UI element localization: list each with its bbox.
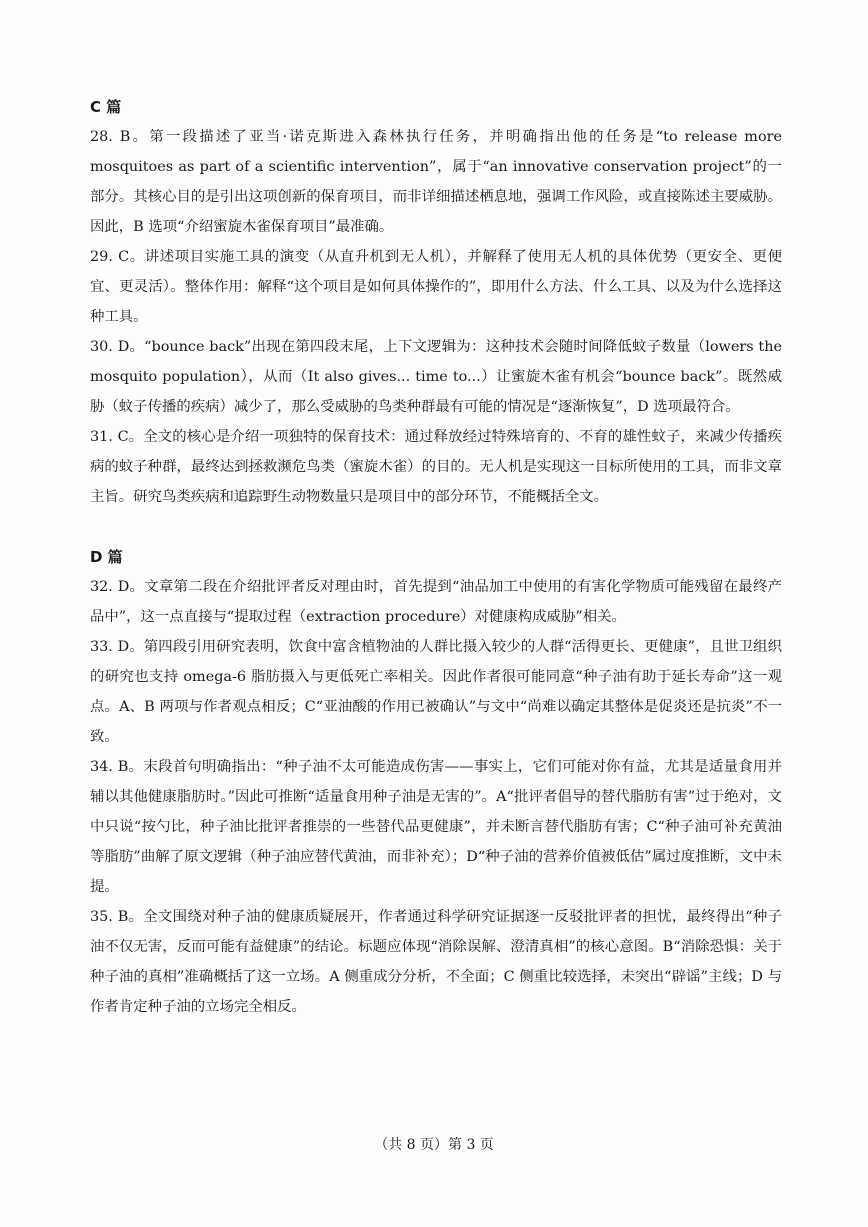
answer-31: 31. C。全文的核心是介绍一项独特的保育技术：通过释放经过特殊培育的、不育的雄性蚊子，来减少传播疾病的蚊子种群，最终达到拯救濒危鸟类（蜜旋木雀）的目的。无人机是实现这一目标所使用的工具，而非文章主旨。研究鸟类疾病和追踪野生动物数量只是项目中的部分环节，不能概括全文。 [90,429,782,505]
answer-sheet [90,92,782,1022]
answer-35: 35. B。全文围绕对种子油的健康质疑展开，作者通过科学研究证据逐一反驳批评者的担忧，最终得出“种子油不仅无害，反而可能有益健康”的结论。标题应体现“消除误解、澄清真相”的核心意图。B“消除恐惧：关于种子油的真相”准确概括了这一立场。A 侧重成分分析，不全面；C 侧重比较选择，未突出“辟谣”主线；D 与作者肯定种子油的立场完全相反。 [90,909,782,1015]
page-footer: （共 8 页）第 3 页 [374,1137,494,1153]
answer-29: 29. C。讲述项目实施工具的演变（从直升机到无人机），并解释了使用无人机的具体优势（更安全、更便宜、更灵活）。整体作用：解释“这个项目是如何具体操作的”，即用什么方法、什么工具、以及为什么选择这种工具。 [90,249,782,325]
section-d-title: D 篇 [90,548,123,566]
answer-34: 34. B。末段首句明确指出：“种子油不太可能造成伤害——事实上，它们可能对你有益，尤其是适量食用并辅以其他健康脂肪时。”因此可推断“适量食用种子油是无害的”。A“批评者倡导的替代脂肪有害”过于绝对，文中只说“按勺比，种子油比批评者推崇的一些替代品更健康”，并未断言替代脂肪有害；C“种子油可补充黄油等脂肪”曲解了原文逻辑（种子油应替代黄油，而非补充）；D“种子油的营养价值被低估”属过度推断，文中未提。 [90,759,782,895]
section-gap [90,512,782,542]
answer-32: 32. D。文章第二段在介绍批评者反对理由时，首先提到“油品加工中使用的有害化学物质可能残留在最终产品中”，这一点直接与“提取过程（extraction procedure）对健康构成威胁”相关。 [90,579,782,625]
answer-33: 33. D。第四段引用研究表明，饮食中富含植物油的人群比摄入较少的人群“活得更长、更健康”，且世卫组织的研究也支持 omega-6 脂肪摄入与更低死亡率相关。因此作者很可能同意“种子油有助于延长寿命”这一观点。A、B 两项与作者观点相反；C“亚油酸的作用已被确认”与文中“尚难以确定其整体是促炎还是抗炎”不一致。 [90,639,782,745]
answer-28: 28. B。第一段描述了亚当·诺克斯进入森林执行任务，并明确指出他的任务是“to release more mosquitoes as part of a scientific intervention”，属于“an innovative conservation project”的一部分。其核心目的是引出这项创新的保育项目，而非详细描述栖息地，强调工作风险，或直接陈述主要威胁。因此，B 选项“介绍蜜旋木雀保育项目”最准确。 [90,129,782,235]
answer-30: 30. D。“bounce back”出现在第四段末尾，上下文逻辑为：这种技术会随时间降低蚊子数量（lowers the mosquito population），从而（It also gives... time to...）让蜜旋木雀有机会“bounce back”。既然威胁（蚊子传播的疾病）减少了，那么受威胁的鸟类种群最有可能的情况是“逐渐恢复”，D 选项最符合。 [90,339,782,415]
section-c-title: C 篇 [90,98,122,116]
